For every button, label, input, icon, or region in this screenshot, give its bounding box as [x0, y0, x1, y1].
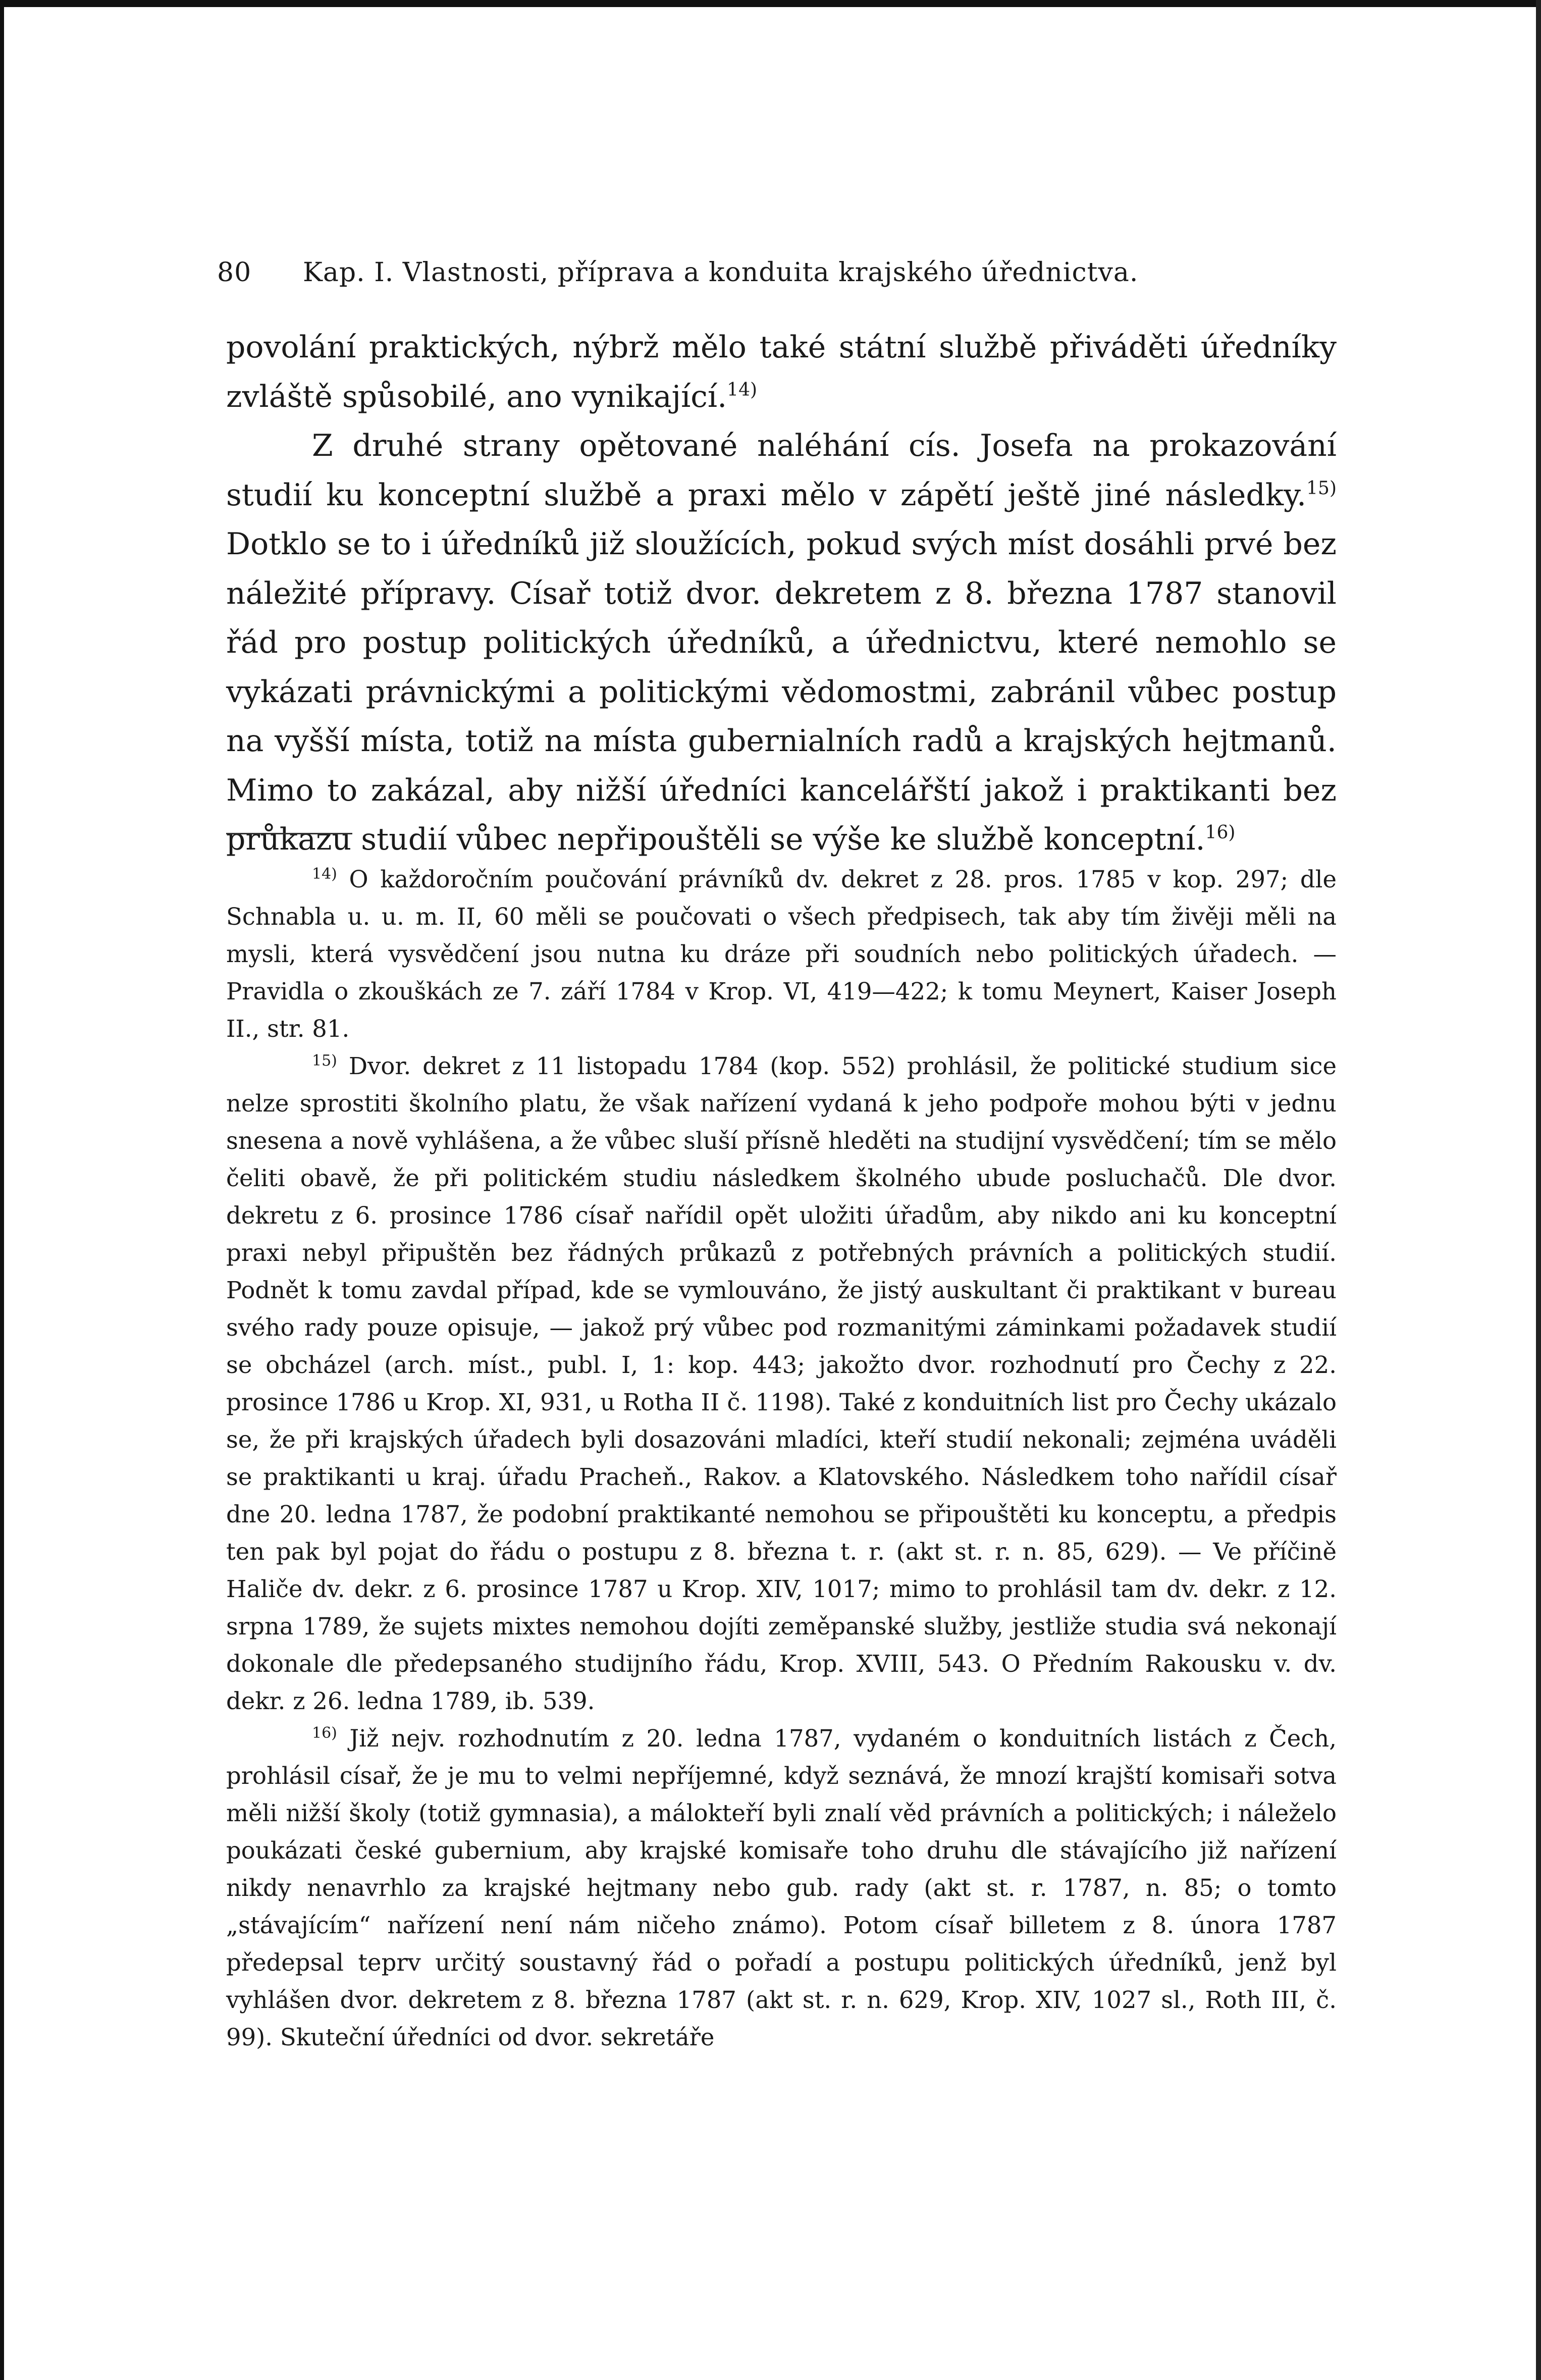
footnote-divider	[226, 833, 352, 834]
main-text	[226, 323, 1337, 865]
footnote-marker: 16)	[312, 1724, 337, 1742]
footnote-15	[226, 1047, 1337, 1720]
footnote-marker: 14)	[312, 865, 337, 883]
footnote-text: Dvor. dekret z 11 listopadu 1784 (kop. 552) prohlásil, že politické studium sice nelze sprostiti školního platu, že však nařízení vydaná k jeho podpoře mohou býti v jednu snesena a nově vyhlášena, a že vůbec sluší přísně hleděti na studijní vysvědčení; tím se mělo čeliti obavě, že při politickém studiu následkem školného ubude posluchačů. Dle dvor. dekretu z 6. prosince 1786 císař nařídil opět uložiti úřadům, aby nikdo ani ku konceptní praxi nebyl připuštěn bez řádných průkazů z potřebných právních a politických studií. Podnět k tomu zavdal případ, kde se vymlouváno, že jistý auskultant či praktikant v bureau svého rady pouze opisuje, — jakož prý vůbec pod rozmanitými záminkami požadavek studií se obcházel (arch. míst., publ. I, 1: kop. 443; jakožto dvor. rozhodnutí pro Čechy z 22. prosince 1786 u Krop. XI, 931, u Rotha II č. 1198). Také z konduitních list pro Čechy ukázalo se, že při krajských úřadech byli dosazováni mladíci, kteří studií nekonali; zejména uváděli se praktikanti u kraj. úřadu Pracheň., Rakov. a Klatovského. Následkem toho nařídil císař dne 20. ledna 1787, že podobní praktikanté nemohou se připouštěti ku konceptu, a předpis ten pak byl pojat do řádu o postupu z 8. března t. r. (akt st. r. n. 85, 629). — Ve příčině Haliče dv. dekr. z 6. prosince 1787 u Krop. XIV, 1017; mimo to prohlásil tam dv. dekr. z 12. srpna 1789, že sujets mixtes nemohou dojíti zeměpanské služby, jestliže studia svá nekonají dokonale dle předepsaného studijního řádu, Krop. XVIII, 543. O Předním Rakousku v. dv. dekr. z 26. ledna 1789, ib. 539.	[226, 1052, 1337, 1715]
footnote-ref-14: 14)	[727, 379, 758, 400]
running-title: Kap. I. Vlastnosti, příprava a konduita krajského úřednictva.	[303, 257, 1139, 288]
footnote-text: Již nejv. rozhodnutím z 20. ledna 1787, vydaném o konduitních listách z Čech, prohlásil císař, že je mu to velmi nepříjemné, když seznává, že mnozí krajští komisaři sotva měli nižší školy (totiž gymnasia), a málokteří byli znalí věd právních a politických; i náleželo poukázati české gubernium, aby krajské komisaře toho druhu dle stávajícího již nařízení nikdy nenavrhlo za krajské hejtmany nebo gub. rady (akt st. r. 1787, n. 85; o tomto „stávajícím“ nařízení není nám ničeho známo). Potom císař billetem z 8. února 1787 předepsal teprv určitý soustavný řád o pořadí a postupu politických úředníků, jenž byl vyhlášen dvor. dekretem z 8. března 1787 (akt st. r. n. 629, Krop. XIV, 1027 sl., Roth III, č. 99). Skuteční úředníci od dvor. sekretáře	[226, 1725, 1337, 2051]
paragraph-2	[226, 421, 1337, 865]
scan-edge-top	[0, 0, 1541, 7]
footnote-text: O každoročním poučování právníků dv. dekret z 28. pros. 1785 v kop. 297; dle Schnabla u. u. m. II, 60 měli se poučovati o všech předpisech, tak aby tím živěji měli na mysli, která vysvědčení jsou nutna ku dráze při soudních nebo politických úřadech. — Pravidla o zkouškách ze 7. září 1784 v Krop. VI, 419—422; k tomu Meynert, Kaiser Joseph II., str. 81.	[226, 866, 1337, 1042]
scan-edge-right	[1536, 0, 1541, 2380]
footnote-ref-16: 16)	[1205, 822, 1236, 843]
footnotes	[226, 861, 1337, 2056]
page-number: 80	[217, 257, 252, 288]
footnote-14	[226, 861, 1337, 1047]
footnote-16	[226, 1720, 1337, 2056]
paragraph-1	[226, 323, 1337, 421]
page-header	[217, 257, 1353, 298]
paragraph-2-text-a: Z druhé strany opětované naléhání cís. Josefa na prokazování studií ku konceptní službě a praxi mělo v zápětí ještě jiné následky.	[226, 428, 1337, 513]
scan-edge-left	[0, 0, 4, 2380]
footnote-marker: 15)	[312, 1052, 337, 1070]
paragraph-2-text-b: Dotklo se to i úředníků již sloužících, pokud svých míst dosáhli prvé bez náležité přípravy. Císař totiž dvor. dekretem z 8. března 1787 stanovil řád pro postup politických úředníků, a úřednictvu, které nemohlo se vykázati právnickými a politickými vědomostmi, zabránil vůbec postup na vyšší místa, totiž na místa gubernialních radů a krajských hejtmanů. Mimo to zakázal, aby nižší úředníci kancelářští jakož i praktikanti bez průkazu studií vůbec nepřipouštěli se výše ke službě konceptní.	[226, 526, 1337, 857]
paragraph-1-text: povolání praktických, nýbrž mělo také státní službě přiváděti úředníky zvláště spůsobilé, ano vynikající.	[226, 330, 1337, 414]
footnote-ref-15: 15)	[1306, 478, 1337, 499]
